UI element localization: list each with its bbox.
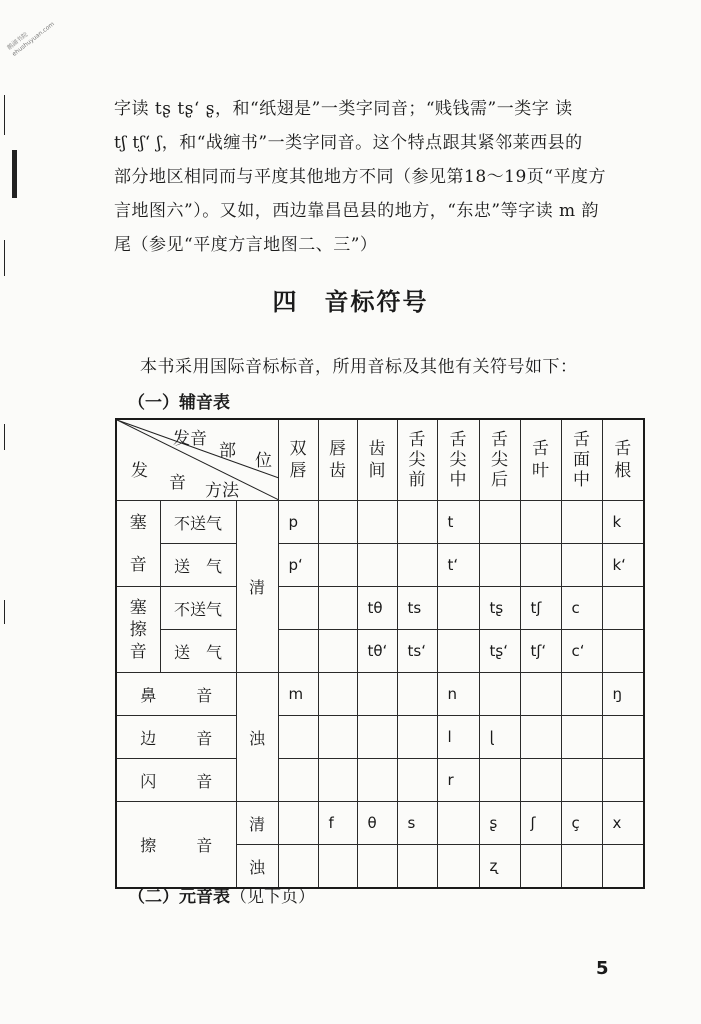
column-header xyxy=(602,419,644,501)
table-cell xyxy=(479,544,520,587)
voicing-qing: 清 xyxy=(236,501,278,673)
table-cell: tʃ xyxy=(520,587,561,630)
row-subheader: 不送气 xyxy=(160,587,236,630)
column-header xyxy=(318,419,357,501)
table-cell xyxy=(318,501,357,544)
table-cell: pʻ xyxy=(278,544,318,587)
table-cell: ʐ xyxy=(479,845,520,889)
header-text: 音 xyxy=(196,728,213,748)
table-cell: θ xyxy=(357,802,397,845)
margin-mark xyxy=(12,150,17,198)
paragraph-line: tʃ tʃʻ ʃ，和“战缠书”一类字同音。这个特点跟其紧邻莱西县的 xyxy=(114,133,583,153)
table-cell xyxy=(520,845,561,889)
margin-mark xyxy=(4,95,5,135)
section-title: 音标符号 xyxy=(324,288,429,316)
table-cell: t xyxy=(437,501,479,544)
table-cell xyxy=(278,587,318,630)
row-header-fricative xyxy=(116,802,236,889)
table-corner-cell xyxy=(116,419,278,501)
voicing-zhuo: 浊 xyxy=(236,845,278,889)
table-cell xyxy=(397,845,437,889)
table-cell xyxy=(561,759,602,802)
table-cell xyxy=(318,673,357,716)
margin-mark xyxy=(4,240,5,276)
watermark-stamp: 鹅湖书院 ehushuyuan.com xyxy=(6,20,56,58)
table-cell: ç xyxy=(561,802,602,845)
header-text: 舌根 xyxy=(614,439,632,481)
margin-mark xyxy=(4,600,5,624)
table-cell: r xyxy=(437,759,479,802)
row-header-lateral xyxy=(116,716,236,759)
table-cell xyxy=(397,544,437,587)
paragraph-line: 字读 tʂ tʂʻ ʂ，和“纸翅是”一类字同音；“贱钱需”一类字 读 xyxy=(114,99,573,119)
corner-label-place: 发音 xyxy=(173,429,207,449)
table-cell xyxy=(437,630,479,673)
header-text: 塞擦音 xyxy=(129,597,147,662)
table-cell xyxy=(520,501,561,544)
table-cell xyxy=(357,544,397,587)
row-subheader: 不送气 xyxy=(160,501,236,544)
corner-label-place: 部 xyxy=(219,441,236,461)
table-row xyxy=(116,587,644,630)
column-header xyxy=(520,419,561,501)
table-cell xyxy=(602,716,644,759)
table-cell xyxy=(437,802,479,845)
table-cell: x xyxy=(602,802,644,845)
body-paragraph xyxy=(114,92,666,262)
table-row xyxy=(116,501,644,544)
table-cell xyxy=(602,759,644,802)
header-text: 擦 xyxy=(140,836,157,855)
table-header-row xyxy=(116,419,644,501)
table-cell xyxy=(357,673,397,716)
header-text: 唇齿 xyxy=(329,439,346,481)
table-row xyxy=(116,673,644,716)
table-cell xyxy=(318,759,357,802)
header-text: 舌尖前 xyxy=(408,430,426,490)
header-text: 闪 xyxy=(140,771,157,791)
table-cell: kʻ xyxy=(602,544,644,587)
corner-label-manner: 发 xyxy=(131,461,148,481)
paragraph-line: 尾（参见“平度方言地图二、三”） xyxy=(114,235,378,255)
table-cell: f xyxy=(318,802,357,845)
table-cell xyxy=(602,630,644,673)
table-cell xyxy=(278,802,318,845)
table-cell xyxy=(357,716,397,759)
header-text: 舌面中 xyxy=(573,430,590,490)
table-cell: c xyxy=(561,587,602,630)
paragraph-line: 部分地区相同而与平度其他地方不同（参见第18～19页“平度方 xyxy=(114,167,606,187)
header-text: 塞音 xyxy=(129,512,147,575)
column-header xyxy=(479,419,520,501)
table-cell xyxy=(397,759,437,802)
header-text: 鼻 xyxy=(140,685,157,705)
header-text: 音 xyxy=(196,836,213,855)
header-text: 音 xyxy=(196,771,213,791)
consonant-table-heading: （一）辅音表 xyxy=(128,393,230,413)
header-text: 舌尖后 xyxy=(491,430,508,490)
table-cell: cʻ xyxy=(561,630,602,673)
consonant-table xyxy=(115,418,645,889)
vowel-table-heading xyxy=(128,882,315,907)
table-cell xyxy=(278,716,318,759)
column-header xyxy=(397,419,437,501)
table-cell: ʂ xyxy=(479,802,520,845)
table-cell: l xyxy=(437,716,479,759)
table-cell xyxy=(437,845,479,889)
table-cell xyxy=(479,673,520,716)
table-cell xyxy=(318,716,357,759)
table-cell: p xyxy=(278,501,318,544)
table-cell xyxy=(561,716,602,759)
table-cell xyxy=(479,501,520,544)
header-text: 舌叶 xyxy=(532,439,549,481)
section-heading xyxy=(0,282,701,317)
table-cell xyxy=(357,845,397,889)
header-text: 边 xyxy=(140,728,157,748)
table-row xyxy=(116,802,644,845)
table-cell: m xyxy=(278,673,318,716)
row-subheader: 送 气 xyxy=(160,630,236,673)
table-cell: ŋ xyxy=(602,673,644,716)
table-cell: tʃʻ xyxy=(520,630,561,673)
table-row xyxy=(116,544,644,587)
table-cell xyxy=(437,587,479,630)
table-cell: tθʻ xyxy=(357,630,397,673)
table-cell xyxy=(561,501,602,544)
voicing-qing: 清 xyxy=(236,802,278,845)
corner-label-place: 位 xyxy=(255,451,272,471)
header-text: 齿间 xyxy=(368,439,386,481)
table-row xyxy=(116,630,644,673)
table-cell: k xyxy=(602,501,644,544)
table-cell xyxy=(479,759,520,802)
table-cell xyxy=(561,845,602,889)
table-row xyxy=(116,759,644,802)
table-cell xyxy=(602,845,644,889)
page-number: 5 xyxy=(596,958,609,979)
margin-mark xyxy=(4,424,5,450)
table-cell xyxy=(561,544,602,587)
table-cell xyxy=(520,673,561,716)
header-text: 双唇 xyxy=(289,439,307,481)
table-cell xyxy=(318,544,357,587)
table-cell: tʂ xyxy=(479,587,520,630)
row-header-nasal xyxy=(116,673,236,716)
section-number: 四 xyxy=(272,288,299,316)
voicing-zhuo: 浊 xyxy=(236,673,278,802)
table-cell: tθ xyxy=(357,587,397,630)
header-text: 音 xyxy=(196,685,213,705)
paragraph-line: 言地图六”）。又如，西边靠昌邑县的地方，“东忠”等字读 m 韵 xyxy=(114,201,599,221)
row-header-stop xyxy=(116,501,160,587)
table-cell: s xyxy=(397,802,437,845)
column-header xyxy=(278,419,318,501)
header-text: 舌尖中 xyxy=(449,430,467,490)
column-header xyxy=(561,419,602,501)
table-cell: ɭ xyxy=(479,716,520,759)
table-cell xyxy=(561,673,602,716)
table-cell xyxy=(397,673,437,716)
table-row xyxy=(116,716,644,759)
column-header xyxy=(437,419,479,501)
corner-label-manner: 方法 xyxy=(205,481,239,501)
row-header-flap xyxy=(116,759,236,802)
table-cell: tʂʻ xyxy=(479,630,520,673)
table-cell xyxy=(278,630,318,673)
corner-label-manner: 音 xyxy=(169,473,186,493)
table-cell xyxy=(520,759,561,802)
table-cell xyxy=(602,587,644,630)
table-cell xyxy=(318,587,357,630)
vowel-heading-label: （二）元音表 xyxy=(128,887,230,907)
table-cell xyxy=(520,716,561,759)
table-cell xyxy=(357,759,397,802)
table-cell xyxy=(357,501,397,544)
table-cell: ʃ xyxy=(520,802,561,845)
table-cell: tsʻ xyxy=(397,630,437,673)
vowel-heading-note: （见下页） xyxy=(230,887,315,907)
table-cell: n xyxy=(437,673,479,716)
table-cell xyxy=(397,501,437,544)
table-cell xyxy=(520,544,561,587)
row-header-affricate xyxy=(116,587,160,673)
table-cell xyxy=(318,630,357,673)
table-cell xyxy=(397,716,437,759)
row-subheader: 送 气 xyxy=(160,544,236,587)
table-cell xyxy=(318,845,357,889)
table-cell: tʻ xyxy=(437,544,479,587)
column-header xyxy=(357,419,397,501)
table-cell: ts xyxy=(397,587,437,630)
table-cell xyxy=(278,759,318,802)
intro-sentence: 本书采用国际音标标音，所用音标及其他有关符号如下： xyxy=(140,357,578,377)
